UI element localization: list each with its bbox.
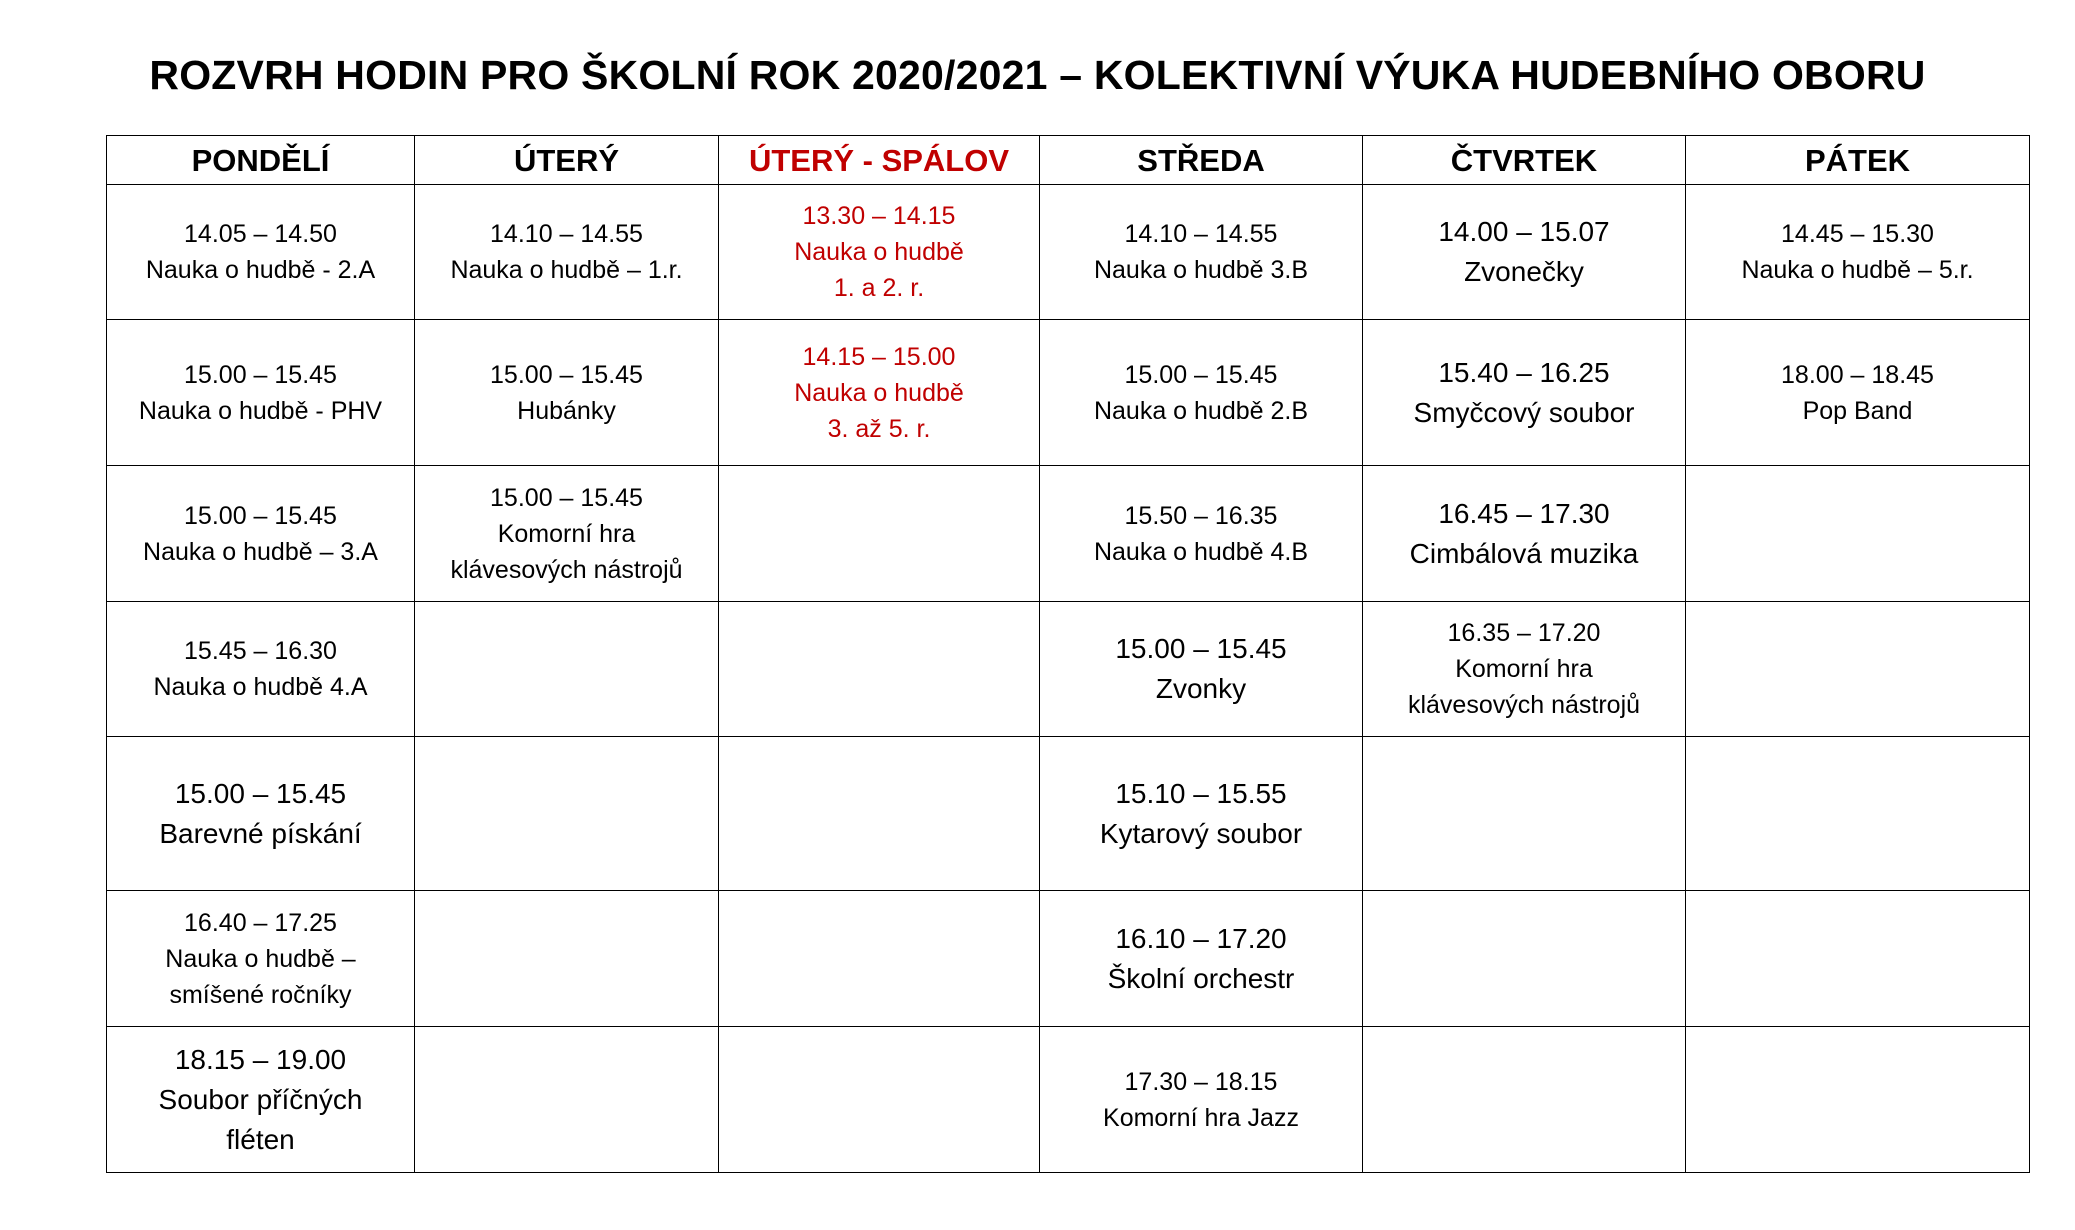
- lesson-time: 15.00 – 15.45: [1115, 633, 1287, 664]
- lesson-cell: [415, 466, 719, 602]
- lesson-cell: [107, 185, 415, 320]
- lesson-time: 15.10 – 15.55: [1115, 777, 1287, 809]
- lesson-cell-empty: [719, 602, 1040, 737]
- lesson-cell-empty: [1363, 737, 1686, 891]
- lesson-cell-empty: [415, 737, 719, 891]
- lesson-time: 17.30 – 18.15: [1124, 1067, 1278, 1096]
- lesson-cell: [107, 466, 415, 602]
- lesson-cell-empty: [719, 737, 1040, 891]
- lesson-cell: [1363, 320, 1686, 466]
- lesson-cell: [1040, 737, 1363, 891]
- lesson-cell: [415, 185, 719, 320]
- table-row: [107, 602, 2030, 737]
- lesson-time: 14.15 – 15.00: [802, 342, 956, 371]
- lesson-subject: Nauka o hudbě - 2.A: [145, 256, 376, 284]
- lesson-cell-empty: [1686, 891, 2030, 1027]
- day-header-tuesday-spalov: ÚTERÝ - SPÁLOV: [719, 136, 1040, 185]
- lesson-subject: Kytarový soubor: [1099, 817, 1303, 849]
- lesson-time: 18.15 – 19.00: [174, 1043, 347, 1075]
- lesson-time: 16.40 – 17.25: [184, 908, 337, 937]
- table-row: [107, 185, 2030, 320]
- lesson-subject: Pop Band: [1802, 396, 1913, 425]
- lesson-time: 15.00 – 15.45: [174, 777, 347, 809]
- lesson-time: 14.05 – 14.50: [184, 220, 337, 248]
- lesson-cell: [107, 602, 415, 737]
- lesson-time: 15.00 – 15.45: [490, 360, 643, 389]
- lesson-cell-empty: [415, 1027, 719, 1173]
- lesson-cell-empty: [1686, 737, 2030, 891]
- lesson-cell: [1040, 320, 1363, 466]
- lesson-cell-empty: [1363, 1027, 1686, 1173]
- lesson-time: 16.45 – 17.30: [1438, 497, 1610, 529]
- lesson-time: 16.35 – 17.20: [1447, 619, 1601, 647]
- day-header-monday: PONDĚLÍ: [107, 136, 415, 185]
- lesson-cell-empty: [719, 1027, 1040, 1173]
- lesson-subject: Barevné pískání: [159, 817, 362, 849]
- lesson-subject: Komorní hra klávesových nástrojů: [1407, 655, 1641, 719]
- lesson-cell: [107, 737, 415, 891]
- lesson-cell: [719, 320, 1040, 466]
- lesson-time: 15.00 – 15.45: [184, 501, 337, 530]
- lesson-cell-empty: [415, 891, 719, 1027]
- day-header-friday: PÁTEK: [1686, 136, 2030, 185]
- lesson-cell: [1686, 185, 2030, 320]
- lesson-cell-empty: [719, 466, 1040, 602]
- lesson-subject: Nauka o hudbě – 3.A: [143, 537, 378, 566]
- lesson-cell: [1686, 320, 2030, 466]
- lesson-cell-empty: [415, 602, 719, 737]
- schedule-table: [106, 135, 2030, 1173]
- lesson-time: 14.10 – 14.55: [1124, 220, 1278, 248]
- lesson-cell-empty: [1363, 891, 1686, 1027]
- lesson-subject: Hubánky: [517, 396, 616, 425]
- lesson-subject: Soubor příčných fléten: [158, 1083, 363, 1155]
- lesson-time: 13.30 – 14.15: [802, 202, 956, 230]
- lesson-subject: Nauka o hudbě 3.B: [1093, 256, 1309, 284]
- lesson-time: 15.45 – 16.30: [184, 637, 337, 665]
- lesson-subject: Nauka o hudbě 4.A: [153, 673, 368, 701]
- page-title: ROZVRH HODIN PRO ŠKOLNÍ ROK 2020/2021 – KOLEKTIVNÍ VÝUKA HUDEBNÍHO OBORU: [149, 52, 1926, 98]
- lesson-subject: Nauka o hudbě 3. až 5. r.: [794, 378, 964, 443]
- lesson-cell: [1040, 602, 1363, 737]
- table-row: [107, 1027, 2030, 1173]
- lesson-subject: Nauka o hudbě 4.B: [1093, 537, 1309, 566]
- lesson-time: 14.45 – 15.30: [1781, 220, 1934, 248]
- lesson-subject: Nauka o hudbě - PHV: [138, 396, 383, 425]
- lesson-time: 14.00 – 15.07: [1438, 216, 1610, 247]
- lesson-subject: Zvonky: [1155, 673, 1247, 704]
- lesson-cell-empty: [1686, 602, 2030, 737]
- lesson-subject: Nauka o hudbě – 1.r.: [450, 256, 683, 284]
- table-row: [107, 737, 2030, 891]
- lesson-time: 14.10 – 14.55: [490, 220, 643, 248]
- lesson-cell: [1040, 185, 1363, 320]
- lesson-cell: [1363, 602, 1686, 737]
- lesson-subject: Nauka o hudbě 2.B: [1093, 396, 1309, 425]
- table-row: [107, 466, 2030, 602]
- table-row: [107, 320, 2030, 466]
- day-header-thursday: ČTVRTEK: [1363, 136, 1686, 185]
- lesson-cell-empty: [1686, 466, 2030, 602]
- lesson-cell-empty: [1686, 1027, 2030, 1173]
- lesson-cell: [1363, 466, 1686, 602]
- lesson-time: 15.00 – 15.45: [184, 360, 337, 389]
- day-header-tuesday: ÚTERÝ: [415, 136, 719, 185]
- lesson-subject: Komorní hra klávesových nástrojů: [450, 519, 683, 584]
- lesson-cell: [1040, 891, 1363, 1027]
- lesson-cell: [107, 1027, 415, 1173]
- lesson-time: 15.50 – 16.35: [1124, 501, 1278, 530]
- lesson-subject: Zvonečky: [1464, 256, 1584, 287]
- lesson-cell: [107, 320, 415, 466]
- lesson-subject: Cimbálová muzika: [1409, 537, 1639, 569]
- lesson-subject: Nauka o hudbě – smíšené ročníky: [165, 944, 356, 1009]
- lesson-subject: Školní orchestr: [1107, 962, 1295, 994]
- lesson-subject: Nauka o hudbě – 5.r.: [1741, 256, 1974, 284]
- header-row: [107, 136, 2030, 185]
- lesson-subject: Nauka o hudbě 1. a 2. r.: [794, 238, 964, 302]
- lesson-cell-empty: [719, 891, 1040, 1027]
- lesson-cell: [1040, 1027, 1363, 1173]
- lesson-time: 18.00 – 18.45: [1781, 360, 1934, 389]
- lesson-cell: [1363, 185, 1686, 320]
- lesson-time: 15.00 – 15.45: [1124, 360, 1278, 389]
- lesson-time: 16.10 – 17.20: [1115, 922, 1287, 954]
- lesson-cell: [719, 185, 1040, 320]
- table-row: [107, 891, 2030, 1027]
- lesson-time: 15.00 – 15.45: [490, 483, 643, 512]
- lesson-cell: [415, 320, 719, 466]
- lesson-time: 15.40 – 16.25: [1438, 356, 1610, 388]
- day-header-wednesday: STŘEDA: [1040, 136, 1363, 185]
- lesson-cell: [107, 891, 415, 1027]
- lesson-subject: Komorní hra Jazz: [1103, 1103, 1299, 1132]
- lesson-cell: [1040, 466, 1363, 602]
- lesson-subject: Smyčcový soubor: [1413, 396, 1635, 428]
